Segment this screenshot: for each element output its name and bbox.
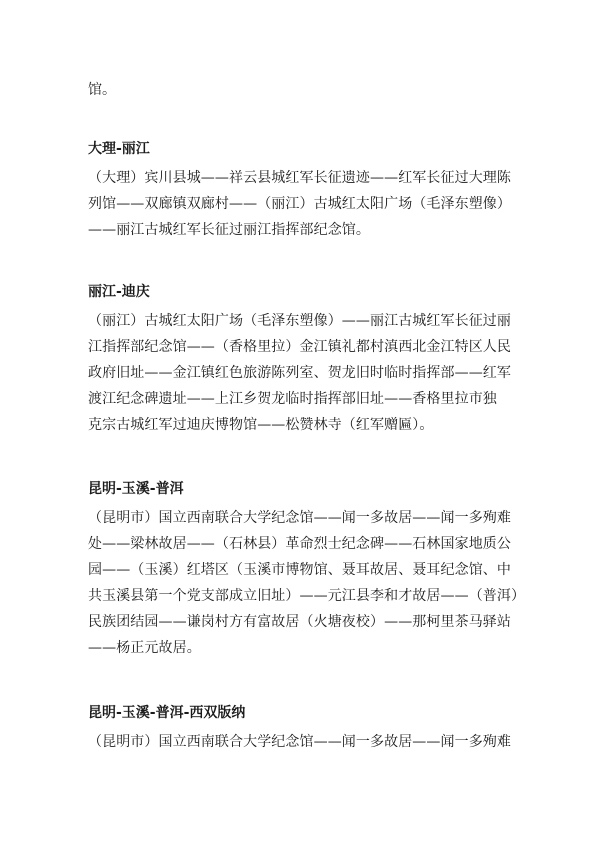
- paragraph-line: （大理）宾川县城——祥云县城红军长征遗迹——红军长征过大理陈: [88, 170, 511, 186]
- paragraph-line: （昆明市）国立西南联合大学纪念馆——闻一多故居——闻一多殉难: [88, 510, 511, 526]
- paragraph-line: 政府旧址——金江镇红色旅游陈列室、贺龙旧时临时指挥部——红军: [88, 365, 511, 381]
- section-title: 大理-丽江: [88, 141, 150, 157]
- paragraph-line: ——丽江古城红军长征过丽江指挥部纪念馆。: [88, 222, 370, 238]
- section-kunming-yuxi-puer-xishuangbanna: [88, 703, 516, 755]
- paragraph-line: 共玉溪县第一个党支部成立旧址）——元江县李和才故居——（普洱）: [88, 588, 526, 604]
- paragraph-line: 克宗古城红军过迪庆博物馆——松赞林寺（红军赠匾）。: [88, 417, 434, 433]
- section-title: 昆明-玉溪-普洱: [88, 481, 184, 497]
- paragraph-line: ——杨正元故居。: [88, 640, 201, 656]
- section-dali-lijiang: [88, 139, 516, 243]
- paragraph-line: 处——梁林故居——（石林县）革命烈士纪念碑——石林国家地质公: [88, 536, 511, 552]
- paragraph-line: 园——（玉溪）红塔区（玉溪市博物馆、聂耳故居、聂耳纪念馆、中: [88, 562, 511, 578]
- lead-text: 馆。: [88, 82, 116, 98]
- paragraph-line: 江指挥部纪念馆——（香格里拉）金江镇礼都村滇西北金江特区人民: [88, 339, 511, 355]
- paragraph-line: （昆明市）国立西南联合大学纪念馆——闻一多故居——闻一多殉难: [88, 734, 511, 750]
- paragraph-line: 列馆——双廊镇双廊村——（丽江）古城红太阳广场（毛泽东塑像）: [88, 196, 511, 212]
- paragraph-line: 渡江纪念碑遗址——上江乡贺龙临时指挥部旧址——香格里拉市独: [88, 391, 497, 407]
- section-lijiang-diqing: [88, 282, 516, 438]
- section-title: 昆明-玉溪-普洱-西双版纳: [88, 705, 246, 721]
- section-title: 丽江-迪庆: [88, 284, 150, 300]
- paragraph-line: 民族团结园——谦岗村方有富故居（火塘夜校）——那柯里茶马驿站: [88, 614, 511, 630]
- section-kunming-yuxi-puer: [88, 479, 526, 661]
- paragraph-line: （丽江）古城红太阳广场（毛泽东塑像）——丽江古城红军长征过丽: [88, 313, 511, 329]
